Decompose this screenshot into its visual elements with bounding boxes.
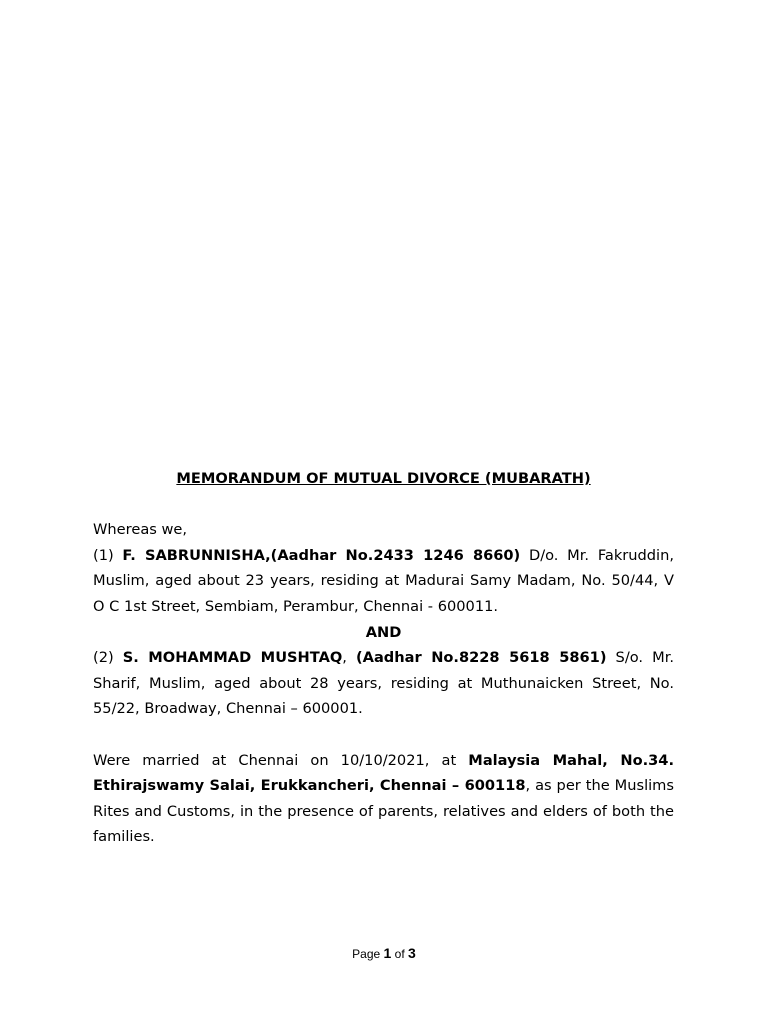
party-2-details: S/o. Mr. Sharif, Muslim, aged about 28 years, residing at Muthunaicken Street, No. 55/22, Broadway, Chennai – 600001. [93,649,674,718]
marriage-paragraph [93,748,674,850]
page-footer [0,945,768,961]
party-1-details: D/o. Mr. Fakruddin, Muslim, aged about 23 years, residing at Madurai Samy Madam, No. 50/44, V O C 1st Street, Sembiam, Perambur, Chennai - 600011. [93,546,674,615]
marriage-tail: , as per the Muslims Rites and Customs, in the presence of parents, relatives and elders of both the families. [93,777,674,846]
total-pages-number: 3 [408,945,416,961]
party-2-paragraph [93,645,674,722]
party-2-separator: , [342,649,356,667]
party-2-name: S. MOHAMMAD MUSHTAQ [122,649,343,667]
current-page-number: 1 [383,945,392,961]
page-label: Page [352,947,384,961]
marriage-venue: Malaysia Mahal, No.34. Ethirajswamy Salai, Erukkancheri, Chennai – 600118 [93,751,674,795]
party-2-prefix: (2) [93,649,123,667]
party-2-aadhar: (Aadhar No.8228 5618 5861) [356,649,607,667]
of-label: of [391,947,409,961]
party-1-paragraph [93,543,674,620]
intro-line: Whereas we, [93,521,188,539]
blank-line [93,722,674,748]
document-body [93,466,674,850]
party-1-prefix: (1) [93,546,123,564]
and-separator: AND [365,623,402,641]
document-title: MEMORANDUM OF MUTUAL DIVORCE (MUBARATH) [176,470,591,487]
party-1-name: F. SABRUNNISHA,(Aadhar No.2433 1246 8660) [122,546,521,564]
blank-line [93,492,674,518]
marriage-lead: Were married at Chennai on 10/10/2021, at [93,751,469,769]
